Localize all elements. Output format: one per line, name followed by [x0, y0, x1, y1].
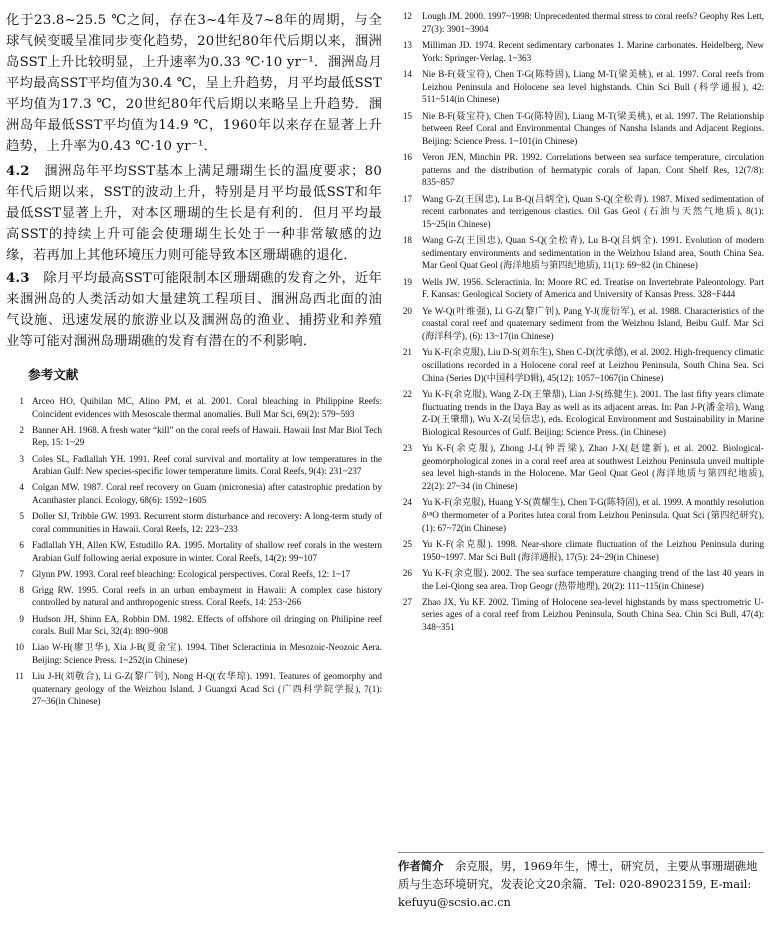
right-column — [398, 10, 764, 637]
paragraph-4-2 — [6, 161, 382, 266]
reference-item — [398, 538, 764, 563]
reference-item — [6, 481, 382, 506]
conclusion-text — [6, 10, 382, 352]
reference-number: 15 — [402, 110, 412, 121]
reference-item — [398, 276, 764, 301]
reference-text: Nie B-F(聂宝符), Chen T-G(陈特固), Liang M-T(梁美桃), et al. 1997. Coral reefs from Leizhou Peninsula and Holocene sea level highstands. Chin Sci Bull (科学通报), 42: 511~514(in Chinese) — [422, 68, 764, 105]
reference-text: Yu K-F(余克服), Wang Z-D(王肇鼎), Lian J-S(练健生). 2001. The last fifty years climate fluctuating trends in the Daya Bay as well as its adjacent areas. In: Pan J-P(潘金培), Wang Z-D(王肇鼎), Wu X-Z(吴信忠), eds. Ecological Environment and Sustainability in Marine Biological Resources of Gulf. Beijing: Science Press. (in Chinese) — [422, 389, 764, 437]
reference-number: 6 — [19, 539, 24, 550]
reference-item — [398, 305, 764, 343]
reference-number: 7 — [19, 568, 24, 579]
section-number-4-2: 4.2 — [6, 164, 30, 179]
reference-text: Yu K-F(余克服). 1998. Near-shore climate fluctuation of the Leizhou Peninsula during 1950~1997. Mar Sci Bull (海洋通报), 17(5): 24~29(in Chinese) — [422, 538, 764, 562]
reference-item — [398, 68, 764, 106]
reference-text: Zhao JX, Yu KF. 2002. Timing of Holocene sea-level highstands by mass spectrometric U-series ages of a coral reef from Leizhou Peninsula, South China Sea. Chin Sci Bull, 47(4): 348~351 — [422, 596, 764, 633]
reference-text: Fadlallah YH, Allen KW, Estudillo RA. 1995. Mortality of shallow reef corals in the western Arabian Gulf following aerial exposure in winter. Coral Reefs, 14(2): 99~107 — [32, 539, 382, 563]
reference-text: Wang G-Z(王国忠), Lu B-Q(吕炳全), Quan S-Q(全松青). 1987. Mixed sedimentation of recent carbonates and terrigenous clastics. Oil Gas Geol (石油与天然气地质), 8(1): 15~25(in Chinese) — [422, 193, 764, 229]
reference-text: Arceo HO, Quibilan MC, Alino PM, et al. 2001. Coral bleaching in Philippine Reefs: Coincident evidences with Mesoscale thermal anomalies. Bull Mar Sci, 69(2): 579~593 — [32, 396, 382, 419]
reference-number: 4 — [19, 482, 24, 493]
reference-item — [398, 151, 764, 189]
reference-list-left — [6, 395, 382, 708]
author-note — [398, 852, 764, 911]
reference-number: 25 — [402, 538, 412, 549]
reference-number: 19 — [402, 276, 412, 287]
left-column — [6, 10, 382, 712]
author-note-text: 余克服，男，1969年生，博士，研究员，主要从事珊瑚礁地质与生态环境研究，发表论文20余篇．Tel: 020-89023159, E-mail: kefuyu@scsio.ac.cn — [398, 859, 758, 909]
reference-text: Wells JW. 1956. Scleractinia. In: Moore RC ed. Treatise on Invertebrate Paleontology. Part F. Kansas: Geological Society of America and University of Kansas Press. 328~F444 — [422, 276, 764, 300]
reference-number: 18 — [402, 235, 412, 246]
reference-text: Yu K-F(余克服). 2002. The sea surface temperature changing trend of the last 40 years in the Lei-Qiong sea area. Trop Geogr (热带地理), 20(2): 111~115(in Chinese) — [422, 567, 764, 591]
reference-text: Colgan MW. 1987. Coral reef recovery on Guam (micronesia) after catastrophic predation by Acanthaster planci. Ecology, 68(6): 1592~1605 — [32, 482, 382, 505]
reference-item — [398, 442, 764, 492]
reference-number: 24 — [402, 497, 412, 508]
reference-number: 26 — [402, 567, 412, 578]
reference-item — [6, 539, 382, 564]
reference-item — [398, 10, 764, 35]
reference-item — [6, 670, 382, 708]
reference-number: 22 — [402, 389, 412, 399]
reference-text: Milliman JD. 1974. Recent sedimentary carbonates 1. Marine carbonates. Heidelberg, New York: Springer-Verlag. 1~363 — [422, 39, 764, 63]
section-number-4-3: 4.3 — [6, 271, 30, 286]
reference-number: 23 — [402, 443, 412, 454]
reference-text: Ye W-Q(叶维强), Li G-Z(黎广钊), Pang Y-J(庞衍军), et al. 1988. Characteristics of the coastal coral reef and quaternary sediment from the Weizhou Island, Beibu Gulf. Mar Sci (海洋科学), (6): 13~17(in Chinese) — [422, 305, 764, 342]
reference-item — [6, 453, 382, 478]
reference-text: Yu K-F(余克服), Liu D-S(刘东生), Shen C-D(沈承德), et al. 2002. High-frequency climatic oscillations recorded in a Holocene coral reef at Leizhou Peninsula, South China Sea. Sci China (Series D)(中国科学D辑), 45(12): 1057~1067(in Chinese) — [422, 347, 764, 383]
reference-list-right — [398, 10, 764, 634]
reference-number: 14 — [402, 68, 412, 79]
reference-item — [6, 510, 382, 535]
reference-number: 20 — [402, 305, 412, 316]
reference-item — [398, 39, 764, 64]
paragraph-4-3 — [6, 268, 382, 352]
reference-text: Yu K-F(余克服), Huang Y-S(黄耀生), Chen T-G(陈特固), et al. 1999. A monthly resolution δ¹⁸O thermometer of a Porites lutea coral from Leizhou Peninsula. Quat Sci (第四纪研究), (1): 67~72(in Chinese) — [422, 497, 764, 533]
reference-item — [398, 193, 764, 231]
reference-text: Veron JEN, Minchin PR. 1992. Correlations between sea surface temperature, circulation patterns and the distribution of hermatypic corals of Japan. Cont Shelf Res, 12(7/8): 835~857 — [422, 152, 764, 188]
reference-item — [6, 613, 382, 638]
section-4-3-text: 除月平均最高SST可能限制本区珊瑚礁的发育之外，近年来涠洲岛的人类活动如大量建筑工程项目、涠洲岛西北面的油气设施、迅速发展的旅游业以及涠洲岛的渔业、捕捞业和养殖业等可能对涠洲岛珊瑚礁的发育有潜在的不利影响． — [6, 271, 382, 349]
reference-number: 13 — [402, 39, 412, 50]
reference-item — [398, 496, 764, 534]
reference-number: 3 — [19, 453, 24, 464]
reference-number: 8 — [19, 584, 24, 595]
reference-item — [6, 584, 382, 609]
reference-text: Glynn PW. 1993. Coral reef bleaching: Ecological perspectives. Coral Reefs, 12: 1~17 — [32, 568, 351, 579]
reference-number: 1 — [19, 396, 24, 406]
references-heading: 参考文献 — [28, 367, 79, 382]
reference-item — [398, 388, 764, 438]
reference-text: Nie B-F(聂宝符), Chen T-G(陈特固), Liang M-T(梁美桃), et al. 1997. The Relationship between Reef Coral and Environmental Changes of Nansha Islands and Adjacent Regions. Beijing: Science Press. 1~101(in Chinese) — [422, 110, 764, 146]
reference-item — [6, 395, 382, 420]
reference-text: Coles SL, Fadlallah YH. 1991. Reef coral survival and mortality at low temperatures in the Arabian Gulf: New species-specific lower temperature limits. Coral Reefs, 9(4): 231~237 — [32, 453, 382, 477]
reference-text: Doller SJ, Tribble GW. 1993. Recurrent storm disturbance and recovery: A long-term study of coral communities in Hawaii. Coral Reefs, 12: 223~233 — [32, 511, 382, 534]
reference-number: 11 — [15, 671, 24, 682]
reference-number: 17 — [402, 193, 412, 204]
section-4-2-text: 涠洲岛年平均SST基本上满足珊瑚生长的温度要求；80年代后期以来，SST的波动上升，特别是月平均最低SST和年最低SST显著上升，对本区珊瑚的生长是有利的．但月平均最高SST的持续上升可能会使珊瑚生长处于一种非常敏感的边缘，若再加上其他环境压力则可能导致本区珊瑚礁的退化． — [6, 164, 382, 263]
reference-text: Grigg RW. 1995. Coral reefs in an urban embayment in Hawaii: A complex case history controlled by natural and anthropogenic stress. Coral Reefs, 14: 253~266 — [32, 584, 382, 608]
reference-item — [398, 346, 764, 384]
reference-number: 9 — [19, 613, 24, 624]
reference-text: Yu K-F(余克服), Zhong J-L(钟晋梁), Zhao J-X(赵建新), et al. 2002. Biological-geomorphological zones in a coral reef area at southwest Leizhou Peninsula unveil multiple sea level high-stands in the Holocene. Mar Geol Quat Geol (海洋地质与第四纪地质), 22(2): 27~34 (in Chinese) — [422, 443, 764, 491]
paragraph-4-1-cont: 化于23.8~25.5 ℃之间，存在3~4年及7~8年的周期，与全球气候变暖呈准同步变化趋势，20世纪80年代后期以来，涠洲岛SST上升比较明显，上升速率为0.33 ℃·10 yr⁻¹．涠洲岛月平均最高SST平均值为30.4 ℃，呈上升趋势，月平均最低SST平均值为17.3 ℃，20世纪80年代后期以来略呈上升趋势．涠洲岛年最低SST平均值为14.9 ℃，1960年以来存在显著上升趋势，上升率为0.43 ℃·10 yr⁻¹． — [6, 13, 382, 154]
reference-item — [398, 110, 764, 148]
reference-item — [398, 567, 764, 592]
reference-number: 21 — [402, 347, 412, 358]
reference-item — [398, 596, 764, 634]
reference-text: Liao W-H(廖卫华), Xia J-B(夏金宝). 1994. Tibet Scleractinia in Mesozoic-Neozoic Aera. Beijing: Science Press. 1~252(in Chinese) — [32, 642, 382, 666]
reference-item — [398, 234, 764, 272]
reference-text: Hudson JH, Shinn EA, Robbin DM. 1982. Effects of offshore oil dringing on Philipine reef corals. Bull Mar Sci, 32(4): 890~908 — [32, 613, 382, 637]
reference-item — [6, 424, 382, 449]
reference-text: Liu J-H(刘敬合), Li G-Z(黎广钊), Nong H-Q(农华琼). 1991. Teatures of geomorphy and quaternary geology of the Weizhou Island. J Guangxi Acad Sci (广西科学院学报), 7(1): 27~36(in Chinese) — [32, 671, 382, 707]
reference-number: 16 — [402, 152, 412, 163]
reference-text: Wang G-Z(王国忠), Quan S-Q(全松青), Lu B-Q(吕炳全). 1991. Evolution of modern sedimentary environments and sedimentation in the Weizhou Island area, South China Sea. Mar Geol Quat Geol (海洋地质与第四纪地质), 11(1): 69~82 (in Chinese) — [422, 235, 764, 271]
author-note-label: 作者简介 — [398, 859, 444, 873]
reference-item — [6, 641, 382, 666]
reference-text: Banner AH. 1968. A fresh water “kill” on the coral reefs of Hawaii. Hawaii Inst Mar Biol Tech Rep, 15: 1~29 — [32, 424, 382, 448]
reference-text: Lough JM. 2000. 1997~1998: Unprecedented thermal stress to coral reefs? Geophy Res Lett, 27(3): 3901~3904 — [422, 11, 765, 34]
reference-item — [6, 568, 382, 581]
reference-number: 12 — [402, 11, 412, 21]
reference-number: 10 — [14, 642, 24, 653]
reference-number: 2 — [19, 424, 24, 435]
reference-number: 27 — [402, 596, 412, 607]
reference-number: 5 — [19, 511, 24, 522]
